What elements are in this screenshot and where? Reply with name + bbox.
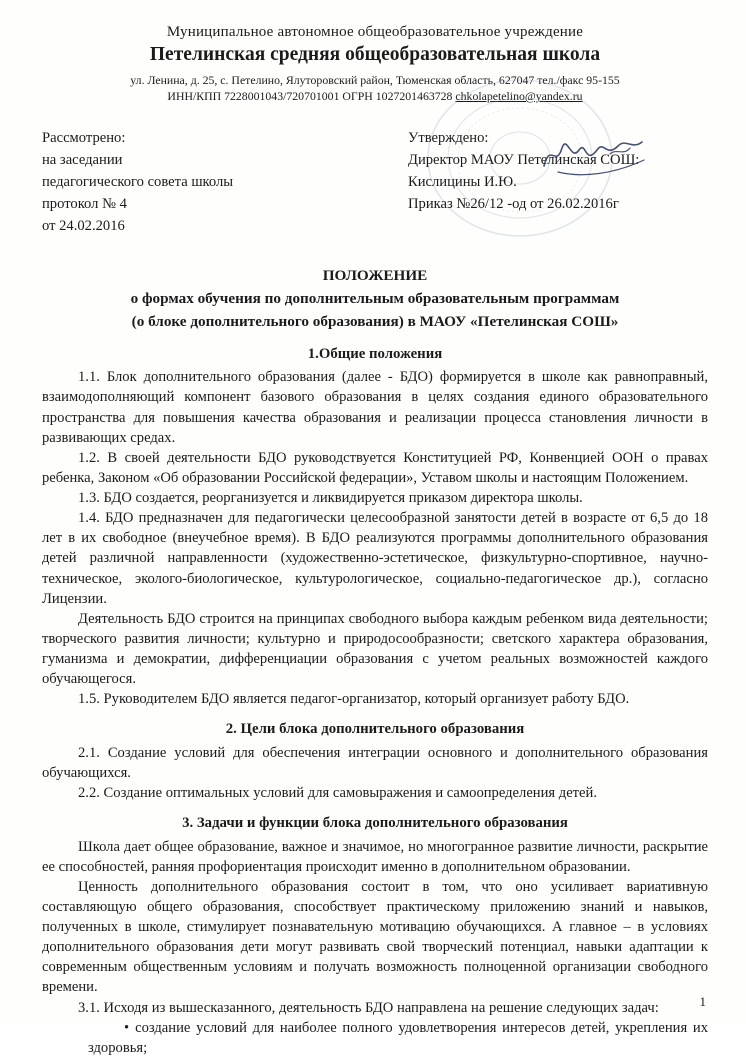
organization-type: Муниципальное автономное общеобразовательное учреждение [166,24,584,40]
approved-line: Приказ №26/12 -од от 26.02.2016г [408,195,619,212]
title-line-3: (о блоке дополнительного образования) в МАОУ «Петелинская СОШ» [131,313,619,331]
paragraph: 1.3. БДО создается, реорганизуется и ликвидируется приказом директора школы. [78,490,583,506]
reviewed-line: на заседании [42,151,123,168]
paragraph: Ценность дополнительного образования состоит в том, что оно усиливает вариативную составляющую общего образования, способствует практическому приложению знаний и навыков, полученных в школе, стимулирует познавательную мотивацию обучающихся. А главное – в условиях дополнительного образования дети могут развивать свой творческий потенциал, навыки адаптации к современным общественным условиям и получать возможность полноценной организации свободного времени. [42,878,708,996]
approved-block [408,128,708,237]
reviewed-line: от 24.02.2016 [42,217,125,234]
inn-ogrn-text: ИНН/КПП 7228001043/720701001 ОГРН 1027201463728 [167,89,453,103]
email-link: chkolapetelino@yandex.ru [455,89,583,103]
section-heading-3: 3. Задачи и функции блока дополнительного образования [182,815,568,832]
approved-line: Утверждено: [408,130,489,146]
bullet-text: создание условий для наиболее полного удовлетворения интересов детей, укрепления их здоровья; [88,1019,708,1056]
document-title [42,265,708,333]
approved-line: Директор МАОУ Петелинская СОШ: [408,151,640,168]
title-line-2: о формах обучения по дополнительным образовательным программам [130,290,620,308]
reviewed-line: Рассмотрено: [42,130,126,146]
paragraph: Деятельность БДО строится на принципах свободного выбора каждым ребенком вида деятельности; творческого развития личности; культурно и природосообразности; светского характера образования, гуманизма и демократии, дифференциации образования с учетом реальных возможностей каждого обучающегося. [42,610,708,688]
reviewed-line: протокол № 4 [42,195,127,212]
reviewed-line: педагогического совета школы [42,173,234,190]
school-name: Петелинская средняя общеобразовательная школа [149,44,601,65]
paragraph: Школа дает общее образование, важное и значимое, но многогранное развитие личности, раскрытие ее способностей, ранняя профориентация происходит именно в дополнительном образовании. [42,838,708,875]
page-number: 1 [699,994,706,1009]
approved-line: Кислицины И.Ю. [408,173,517,190]
paragraph: 2.2. Создание оптимальных условий для самовыражения и самоопределения детей. [78,785,597,802]
paragraph: 1.1. Блок дополнительного образования (далее - БДО) формируется в школе как равноправный, взаимодополняющий компонент базового образования в целях создания единого образовательного пространства для повышения качества образования и реализации процесса становления личности в развивающих средах. [42,369,708,446]
address-line: ул. Ленина, д. 25, с. Петелино, Ялуторовский район, Тюменская область, 627047 тел./факс 95-155 [130,73,620,87]
reviewed-block [42,128,372,237]
paragraph: 3.1. Исходя из вышесказанного, деятельность БДО направлена на решение следующих задач: [78,999,659,1016]
paragraph: 2.1. Создание условий для обеспечения интеграции основного и дополнительного образования обучающихся. [42,744,708,781]
paragraph: 1.5. Руководителем БДО является педагог-организатор, который организует работу БДО. [78,691,630,708]
section-heading-1: 1.Общие положения [307,345,443,362]
paragraph: 1.4. БДО предназначен для педагогически целесообразной занятости детей в возрасте от 6,5 до 18 лет в их свободное (внеучебное время). В БДО реализуются программы дополнительного образования детей различной направленности (художественно-эстетическое, физкультурно-спортивное, научно-техническое, эколого-биологическое, культурологическое, социально-педагогическое др.), согласно Лицензии. [42,510,708,607]
bullet-item [42,1018,708,1058]
document-body [42,344,708,1058]
bullet-icon: • [124,1019,130,1036]
paragraph: 1.2. В своей деятельности БДО руководствуется Конституцией РФ, Конвенцией ООН о правах ребенка, Законом «Об образовании Российской федерации», Уставом школы и настоящим Положением. [42,449,708,486]
section-heading-2: 2. Цели блока дополнительного образования [225,721,525,738]
approval-block [42,128,708,237]
requisites-line [42,89,708,104]
title-line-1: ПОЛОЖЕНИЕ [322,267,428,285]
